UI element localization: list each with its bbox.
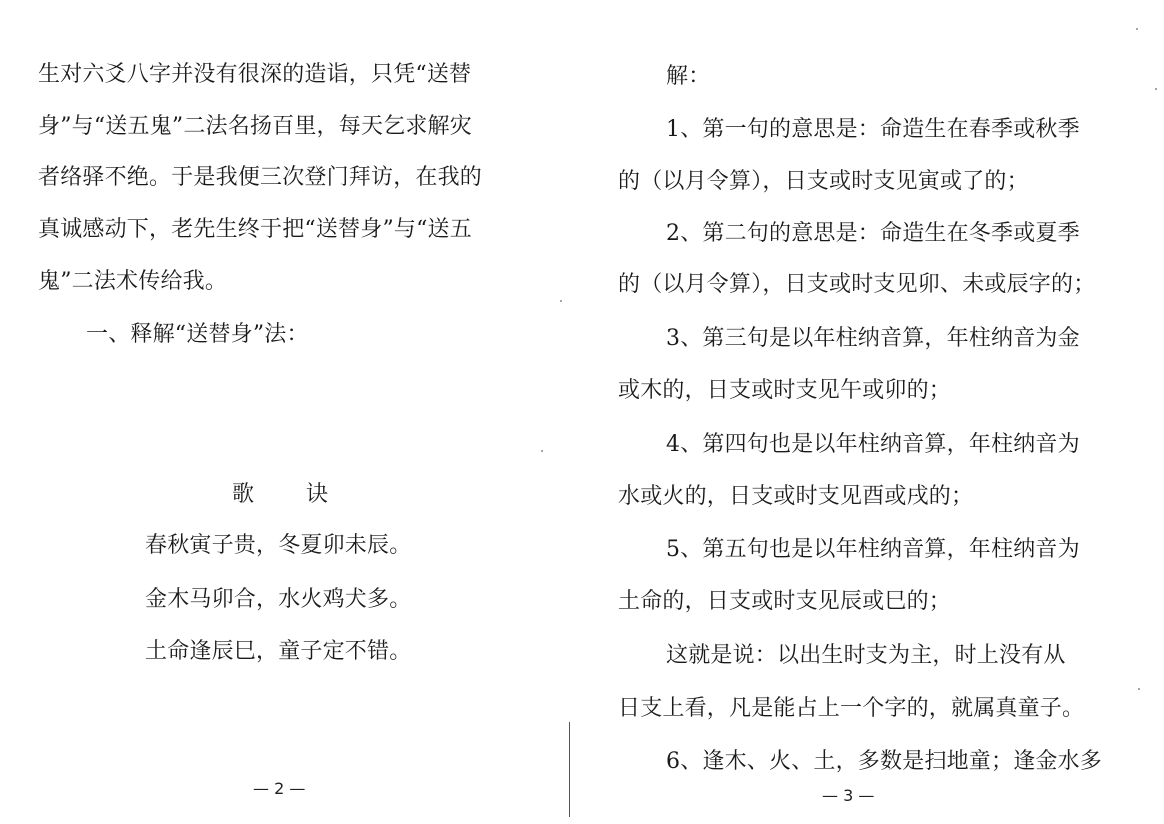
paragraph-line: 6、逢木、火、土，多数是扫地童；逢金水多 xyxy=(666,749,1102,774)
paragraph-line: 者络驿不绝。于是我便三次登门拜访，在我的 xyxy=(38,165,483,190)
paragraph-line: 这就是说：以出生时支为主，时上没有从 xyxy=(666,643,1066,668)
left-page xyxy=(0,0,570,824)
scan-speck xyxy=(541,450,543,452)
book-gutter xyxy=(569,722,570,817)
section-heading: 一、释解“送替身”法： xyxy=(86,322,309,347)
scan-speck xyxy=(1138,688,1140,690)
heading: 解： xyxy=(666,64,711,89)
paragraph-line: 或木的，日支或时支见午或卯的； xyxy=(618,378,952,403)
verse-line: 土命逢辰巳，童子定不错。 xyxy=(145,639,412,664)
paragraph-line: 5、第五句也是以年柱纳音算，年柱纳音为 xyxy=(666,537,1080,562)
paragraph-line: 真诚感动下，老先生终于把“送替身”与“送五 xyxy=(38,217,472,242)
paragraph-line: 土命的，日支或时支见辰或巳的； xyxy=(618,589,952,614)
page-number: — 2 — xyxy=(253,779,306,798)
paragraph-line: 水或火的，日支或时支见酉或戌的； xyxy=(618,484,974,509)
paragraph-line: 2、第二句的意思是：命造生在冬季或夏季 xyxy=(666,221,1080,246)
scan-speck xyxy=(1155,88,1157,90)
right-page xyxy=(572,0,1164,824)
verse-line: 金木马卯合，水火鸡犬多。 xyxy=(145,587,412,612)
verse-title-right: 诀 xyxy=(306,482,329,507)
verse-line: 春秋寅子贵，冬夏卯未辰。 xyxy=(145,533,412,558)
paragraph-line: 生对六爻八字并没有很深的造诣，只凭“送替 xyxy=(38,62,472,87)
page-number: — 3 — xyxy=(822,786,875,805)
verse-title-left: 歌 xyxy=(232,482,255,507)
paragraph-line: 日支上看，凡是能占上一个字的，就属真童子。 xyxy=(618,696,1085,721)
paragraph-line: 4、第四句也是以年柱纳音算，年柱纳音为 xyxy=(666,432,1080,457)
paragraph-line: 的（以月令算），日支或时支见卯、未或辰字的； xyxy=(618,272,1096,297)
paragraph-line: 身”与“送五鬼”二法名扬百里，每天乞求解灾 xyxy=(38,114,472,139)
paragraph-line: 的（以月令算），日支或时支见寅或了的； xyxy=(618,169,1029,194)
paragraph-line: 3、第三句是以年柱纳音算，年柱纳音为金 xyxy=(666,326,1080,351)
paragraph-line: 鬼”二法术传给我。 xyxy=(38,269,228,294)
scan-speck xyxy=(1136,28,1138,30)
scan-speck xyxy=(560,300,562,302)
paragraph-line: 1、第一句的意思是：命造生在春季或秋季 xyxy=(666,117,1080,142)
